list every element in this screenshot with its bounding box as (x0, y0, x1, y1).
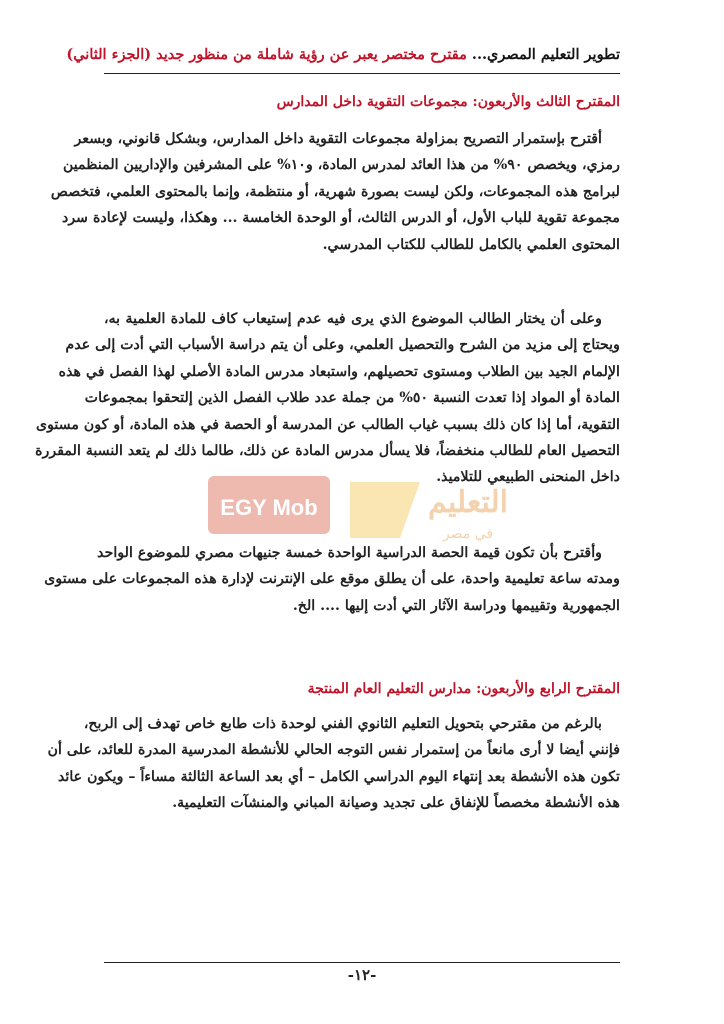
paragraph-line: هذه الأنشطة مخصصاً للإنفاق على تجديد وصيانة المباني والمنشآت التعليمية. (172, 795, 620, 812)
paragraph-line: بالرغم من مقترحي بتحويل التعليم الثانوي الفني لوحدة ذات طابع خاص تهدف إلى الربح، (83, 716, 602, 732)
paragraph-line: فإنني أيضا لا أرى مانعاً من إستمرار نفس التوجه الحالي للأنشطة المدرسية المدرة للعائد، على أن (47, 742, 620, 759)
paragraph-line: التقوية، أما إذا كان ذلك بسبب غياب الطالب عن المدرسة أو الحصة في هذه المادة، أو كون مستوى (36, 416, 620, 433)
paragraph-line: المحتوى العلمي بالكامل للطالب للكتاب المدرسي. (322, 236, 620, 253)
paragraph-1 (50, 126, 620, 258)
paragraph-line: وعلى أن يختار الطالب الموضوع الذي يرى فيه عدم إستيعاب كاف للمادة العلمية به، (104, 311, 602, 327)
paragraph-4 (47, 711, 620, 817)
running-header (66, 44, 620, 66)
paragraph-line: الجمهورية وتقييمها ودراسة الآثار التي أدت إليها .... الخ. (292, 597, 620, 614)
paragraph-line: داخل المنحنى الطبيعي للتلاميذ. (436, 469, 620, 486)
header-rule (104, 73, 620, 74)
watermark-right-text: التعليم (428, 485, 508, 520)
section-title-43: المقترح الثالث والأربعون: مجموعات التقوية داخل المدارس (276, 94, 620, 110)
header-main-title: تطوير التعليم المصري... (466, 46, 620, 63)
header-subtitle: مقترح مختصر يعبر عن رؤية شاملة من منظور جديد (الجزء الثاني) (66, 46, 467, 63)
paragraph-2 (35, 306, 620, 491)
paragraph-line: وأقترح بأن تكون قيمة الحصة الدراسية الواحدة خمسة جنيهات مصري للموضوع الواحد (97, 545, 602, 561)
watermark-right-subtext: في مصر (442, 526, 494, 542)
section-title-44: المقترح الرابع والأربعون: مدارس التعليم العام المنتجة (307, 681, 620, 697)
footer-rule (104, 962, 620, 963)
paragraph-line: تكون هذه الأنشطة بعد إنتهاء اليوم الدراسي الكامل – أي بعد الساعة الثالثة مساءاً – ويكون عائد (57, 768, 620, 785)
paragraph-line: رمزي، ويخصص ٩٠% من هذا العائد لمدرس المادة، و١٠% على المشرفين والإداريين المنظمين (62, 157, 620, 174)
page-number: -١٢- (347, 966, 377, 984)
watermark-left-text: EGY Mob (220, 495, 318, 520)
paragraph-line: ومدته ساعة تعليمية واحدة، على أن يطلق موقع على الإنترنت لإدارة هذه المجموعات على مستوى (44, 571, 620, 588)
paragraph-line: الإلمام الجيد بين الطلاب ومستوى تحصيلهم، واستبعاد مدرس المادة الأصلي لهذا الفصل في هذه (58, 363, 620, 380)
paragraph-line: التحصيل العام للطالب منخفضاً، فلا يسأل مدرس المادة عن ذلك، طالما ذلك لم يتعد النسبة المقررة (35, 443, 620, 460)
paragraph-line: مجموعة تقوية للباب الأول، أو الدرس الثالث، أو الوحدة الخامسة ... وهكذا، وليست لإعادة سرد (62, 210, 620, 227)
paragraph-line: ويحتاج إلى مزيد من الشرح والتحصيل العلمي، وعلى أن يتم دراسة الأسباب التي أدت إلى عدم (65, 337, 620, 354)
paragraph-line: المادة أو المواد إذا تعدت النسبة ٥٠% من جملة عدد طلاب الفصل الذين إلتحقوا بمجموعات (84, 390, 620, 407)
paragraph-3 (44, 540, 620, 619)
paragraph-line: لبرامج هذه المجموعات، ولكن ليست بصورة شهرية، أو منتظمة، وإنما بالمحتوى العلمي، فتخصص (50, 183, 620, 200)
paragraph-line: أقترح بإستمرار التصريح بمزاولة مجموعات التقوية داخل المدارس، وبشكل قانوني، وبسعر (74, 131, 602, 147)
